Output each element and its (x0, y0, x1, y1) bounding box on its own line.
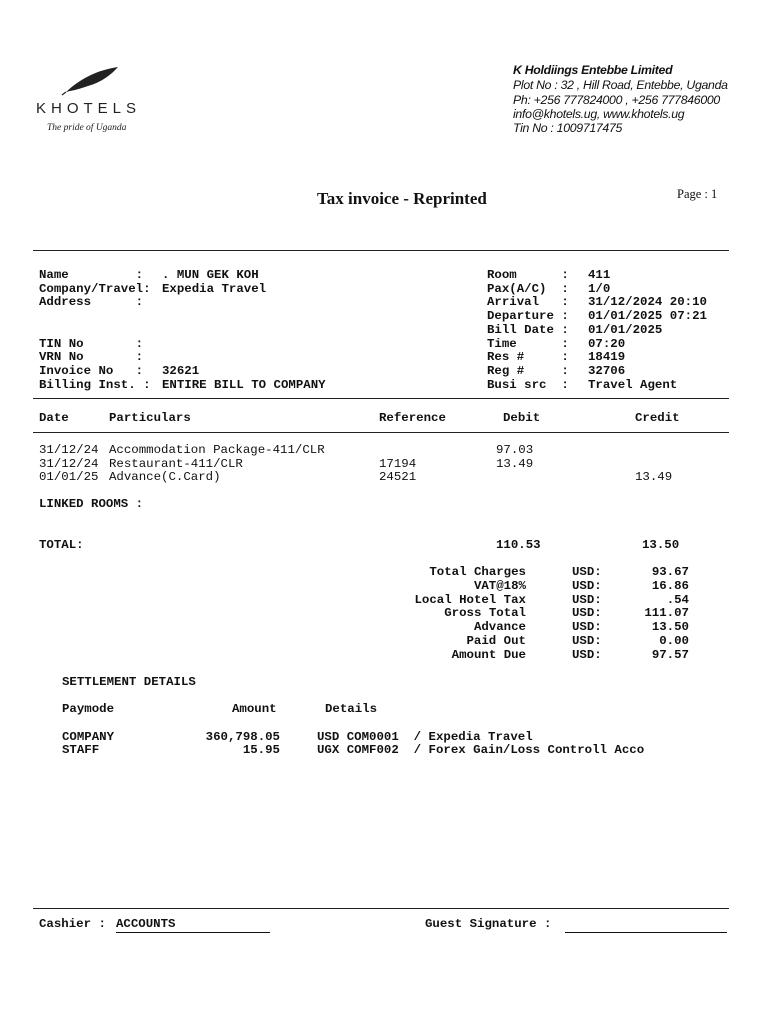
company-tin: Tin No : 1009717475 (513, 121, 623, 135)
settlement-details: UGX COMF002 / Forex Gain/Loss Controll Acco (317, 743, 645, 757)
info-label: Room : (487, 268, 569, 282)
company-address: Plot No : 32 , Hill Road, Entebbe, Uganda (513, 78, 728, 92)
summary-amount: 16.86 (651, 579, 689, 593)
summary-label: Gross Total (444, 606, 526, 620)
row-date: 31/12/24 (39, 457, 99, 471)
total-label: TOTAL: (39, 538, 84, 552)
company-name: K Holdiings Entebbe Limited (513, 63, 673, 77)
info-value: ENTIRE BILL TO COMPANY (162, 378, 326, 392)
info-label: Departure : (487, 309, 569, 323)
info-label: Res # : (487, 350, 569, 364)
info-value: 31/12/2024 20:10 (588, 295, 707, 309)
info-label: Reg # : (487, 364, 569, 378)
info-value: Travel Agent (588, 378, 678, 392)
settlement-title: SETTLEMENT DETAILS (62, 675, 196, 689)
header-credit: Credit (635, 411, 680, 425)
info-label: Billing Inst. : (39, 378, 151, 392)
feather-icon (36, 64, 146, 104)
summary-amount: 97.57 (651, 648, 689, 662)
row-credit: 13.49 (635, 470, 673, 484)
info-label: Time : (487, 337, 569, 351)
info-value: 32621 (162, 364, 200, 378)
summary-label: Advance (473, 620, 526, 634)
signature-line[interactable] (565, 932, 727, 933)
info-label: VRN No : (39, 350, 144, 364)
info-value: . MUN GEK KOH (162, 268, 259, 282)
linked-rooms: LINKED ROOMS : (39, 497, 144, 511)
row-particulars: Restaurant-411/CLR (109, 457, 243, 471)
logo-wordmark: KHOTELS (36, 100, 142, 117)
info-label: Address : (39, 295, 144, 309)
header-debit: Debit (503, 411, 541, 425)
company-web: info@khotels.ug, www.khotels.ug (513, 107, 685, 121)
row-particulars: Advance(C.Card) (109, 470, 221, 484)
summary-amount: 111.07 (644, 606, 689, 620)
summary-label: Local Hotel Tax (414, 593, 526, 607)
divider (33, 398, 729, 399)
info-value: 1/0 (588, 282, 611, 296)
info-label: Busi src : (487, 378, 569, 392)
row-debit: 13.49 (496, 457, 534, 471)
info-label: Company/Travel: (39, 282, 151, 296)
info-label: Invoice No : (39, 364, 144, 378)
divider (33, 250, 729, 251)
row-debit: 97.03 (496, 443, 534, 457)
summary-label: VAT@18% (473, 579, 526, 593)
header-date: Date (39, 411, 69, 425)
summary-label: Total Charges (429, 565, 526, 579)
info-value: 01/01/2025 (588, 323, 663, 337)
settlement-header-amount: Amount (232, 702, 277, 716)
page-number: Page : 1 (677, 187, 718, 201)
hotel-logo (36, 64, 146, 136)
info-value: 32706 (588, 364, 626, 378)
signature-label: Guest Signature : (425, 917, 552, 931)
info-value: 01/01/2025 07:21 (588, 309, 707, 323)
summary-amount: 93.67 (651, 565, 689, 579)
summary-label: Paid Out (466, 634, 526, 648)
info-label: Arrival : (487, 295, 569, 309)
info-label: Pax(A/C) : (487, 282, 569, 296)
summary-amount: 0.00 (659, 634, 689, 648)
info-value: Expedia Travel (162, 282, 267, 296)
cashier-label: Cashier : (39, 917, 106, 931)
logo-tagline: The pride of Uganda (47, 123, 127, 133)
settlement-amount: 360,798.05 (205, 730, 280, 744)
row-date: 01/01/25 (39, 470, 99, 484)
summary-amount: 13.50 (651, 620, 689, 634)
summary-currency: USD: (572, 620, 602, 634)
invoice-title: Tax invoice - Reprinted (317, 189, 487, 208)
row-date: 31/12/24 (39, 443, 99, 457)
header-particulars: Particulars (109, 411, 191, 425)
settlement-details: USD COM0001 / Expedia Travel (317, 730, 533, 744)
info-value: 07:20 (588, 337, 626, 351)
summary-currency: USD: (572, 648, 602, 662)
info-label: Bill Date : (487, 323, 569, 337)
settlement-header-details: Details (325, 702, 378, 716)
cashier-value: ACCOUNTS (116, 917, 176, 931)
info-value: 18419 (588, 350, 626, 364)
summary-currency: USD: (572, 593, 602, 607)
total-credit: 13.50 (642, 538, 680, 552)
header-reference: Reference (379, 411, 446, 425)
row-reference: 24521 (379, 470, 417, 484)
summary-amount: .54 (666, 593, 689, 607)
info-label: TIN No : (39, 337, 144, 351)
company-phone: Ph: +256 777824000 , +256 777846000 (513, 93, 720, 107)
summary-label: Amount Due (451, 648, 526, 662)
summary-currency: USD: (572, 565, 602, 579)
settlement-paymode: COMPANY (62, 730, 115, 744)
info-value: 411 (588, 268, 611, 282)
divider (33, 908, 729, 909)
row-particulars: Accommodation Package-411/CLR (109, 443, 325, 457)
settlement-paymode: STAFF (62, 743, 100, 757)
settlement-amount: 15.95 (242, 743, 280, 757)
settlement-header-paymode: Paymode (62, 702, 115, 716)
info-label: Name : (39, 268, 144, 282)
summary-currency: USD: (572, 579, 602, 593)
summary-currency: USD: (572, 634, 602, 648)
cashier-underline (116, 932, 270, 933)
total-debit: 110.53 (496, 538, 541, 552)
summary-currency: USD: (572, 606, 602, 620)
divider (33, 432, 729, 433)
row-reference: 17194 (379, 457, 417, 471)
